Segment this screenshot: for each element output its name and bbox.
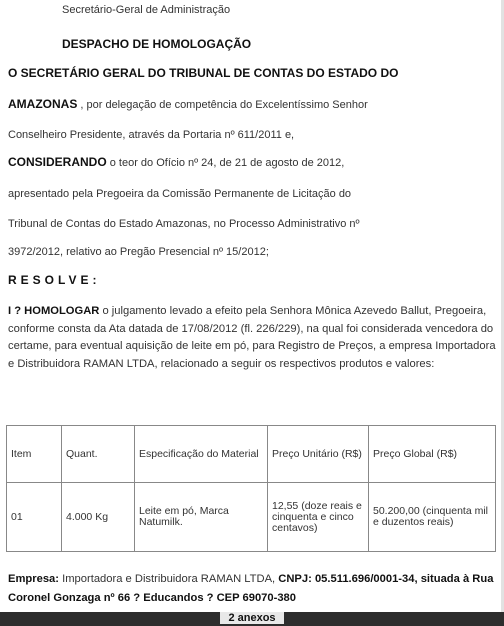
resolve-heading: RESOLVE:: [8, 273, 101, 287]
table-cell: 50.200,00 (cinquenta mil e duzentos reais): [369, 483, 496, 552]
table-header-cell: Especificação do Material: [135, 426, 268, 483]
bold-text: Empresa:: [8, 573, 59, 585]
table-header-cell: Quant.: [62, 426, 135, 483]
body-line-1: [8, 66, 398, 80]
attachments-bar: [0, 612, 504, 626]
table-header-cell: Preço Unitário (R$): [268, 426, 369, 483]
table-header-cell: Preço Global (R$): [369, 426, 496, 483]
bold-text: O SECRETÁRIO GERAL DO TRIBUNAL DE CONTAS DO ESTADO DO: [8, 66, 399, 80]
line-text: , por delegação de competência do Excelentíssimo Senhor: [77, 99, 368, 111]
line-text: 3972/2012, relativo ao Pregão Presencial nº 15/2012;: [8, 246, 269, 258]
item-paragraph: [8, 303, 496, 373]
header-signature-line: Secretário-Geral de Administração: [62, 4, 231, 16]
bold-text: AMAZONAS: [8, 97, 78, 111]
line-text: Conselheiro Presidente, através da Portaria nº 611/2011 e,: [8, 129, 295, 141]
bold-text: CONSIDERANDO: [8, 155, 107, 169]
table-cell: Leite em pó, Marca Natumilk.: [135, 483, 268, 552]
company-name: Importadora e Distribuidora RAMAN LTDA,: [59, 573, 279, 585]
line-text: apresentado pela Pregoeira da Comissão Permanente de Licitação do: [8, 188, 352, 200]
products-table: [6, 425, 496, 552]
company-details: CNPJ: 05.511.696/0001-34, situada à Rua Coronel Gonzaga nº 66 ? Educandos ? CEP 69070-380: [8, 573, 494, 604]
company-info: [8, 570, 498, 608]
table-header-cell: Item: [7, 426, 62, 483]
body-line-3: [8, 127, 294, 141]
table-cell: 12,55 (doze reais e cinquenta e cinco centavos): [268, 483, 369, 552]
line-text: o teor do Ofício nº 24, de 21 de agosto de 2012,: [106, 157, 345, 169]
attachments-tab-wrap: [0, 612, 504, 624]
table-header-row: [7, 426, 496, 483]
line-text: Tribunal de Contas do Estado Amazonas, no Processo Administrativo nº: [8, 218, 360, 230]
bold-text: I ? HOMOLOGAR: [8, 305, 100, 317]
paragraph-text: o julgamento levado a efeito pela Senhora Mônica Azevedo Ballut, Pregoeira, conforme consta da Ata datada de 17/08/2012 (fl. 226/229), na qual foi considerada vencedora do certame, para eventual aquisição de leite em pó, para Registro de Preços, a empresa Importadora e Distribuidora RAMAN LTDA, relacionado a seguir os respectivos produtos e valores:: [8, 305, 496, 370]
table-row: [7, 483, 496, 552]
attachments-tab[interactable]: 2 anexos: [220, 612, 283, 624]
body-line-6: [8, 216, 360, 230]
document-title: DESPACHO DE HOMOLOGAÇÃO: [62, 37, 252, 51]
table-cell: 4.000 Kg: [62, 483, 135, 552]
body-line-7: [8, 244, 269, 258]
body-line-4: [8, 155, 344, 169]
table-cell: 01: [7, 483, 62, 552]
body-line-2: [8, 97, 368, 111]
body-line-5: [8, 186, 351, 200]
